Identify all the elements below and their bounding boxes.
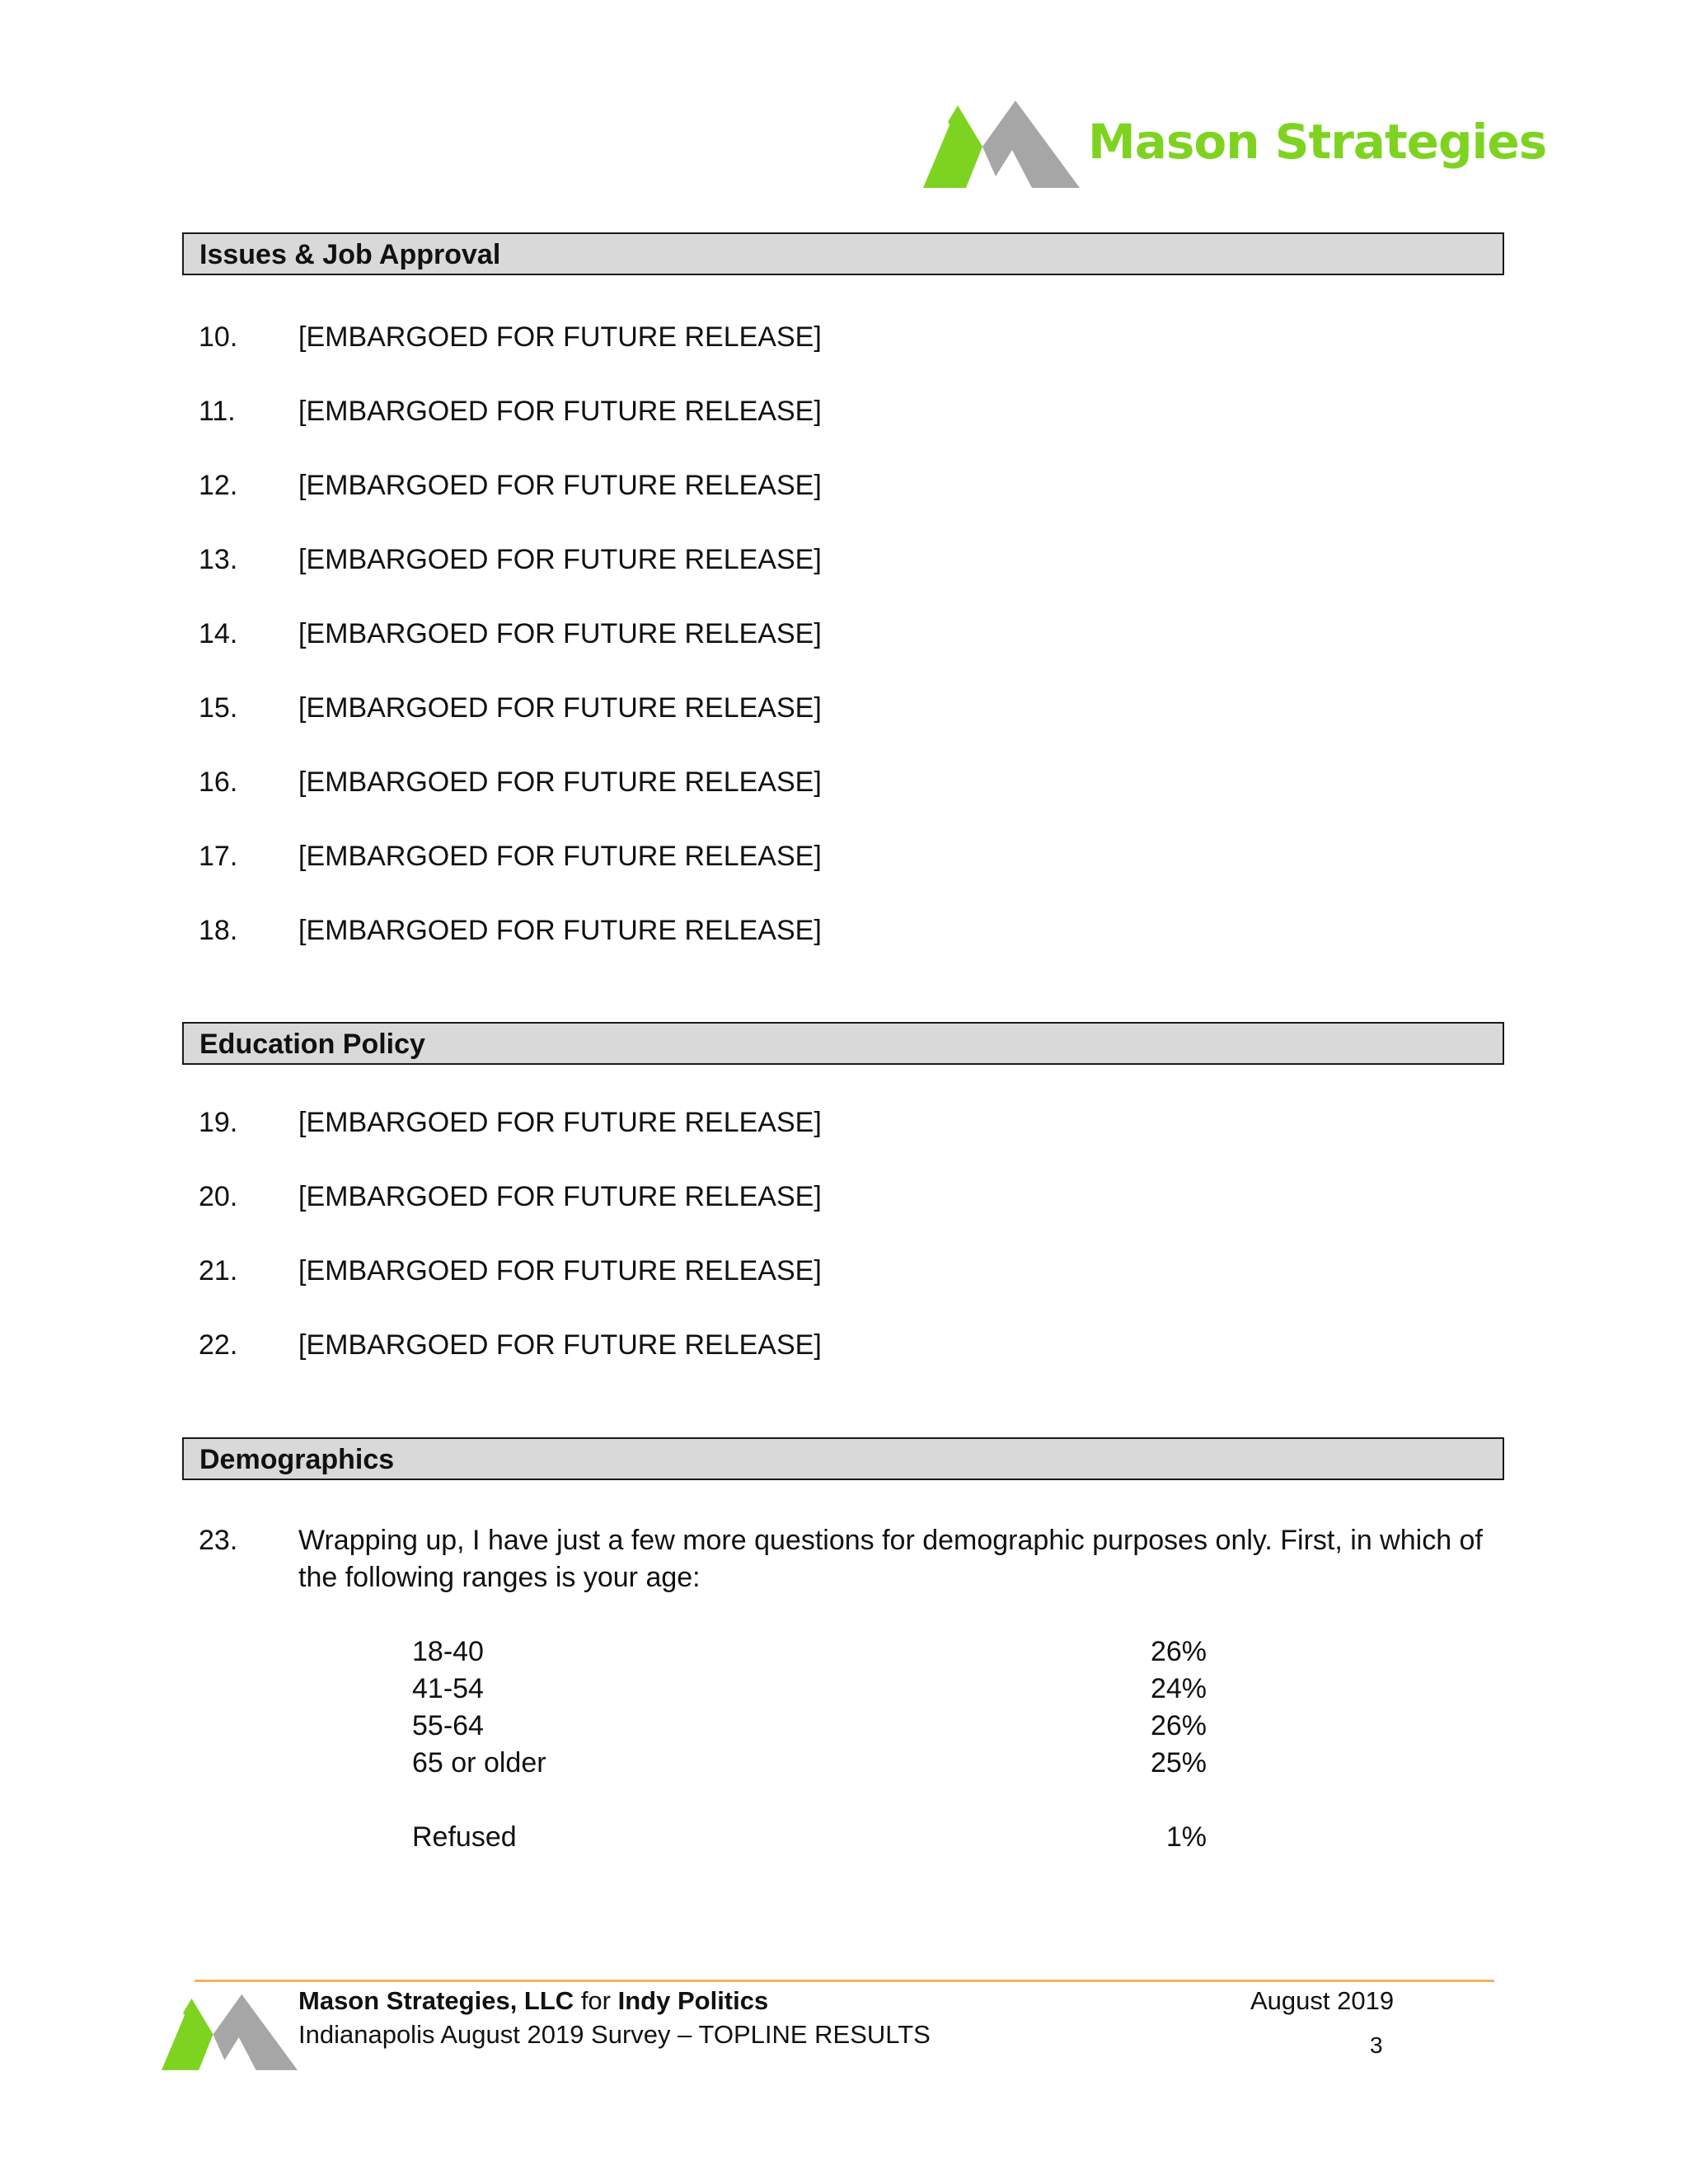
question-text: [EMBARGOED FOR FUTURE RELEASE] [298, 618, 822, 649]
question-number: 23. [199, 1525, 238, 1556]
brand-name: Mason Strategies [1088, 114, 1547, 170]
question-number: 11. [199, 396, 236, 427]
question-number: 19. [199, 1107, 238, 1138]
question-number: 21. [199, 1255, 238, 1286]
question-number: 16. [199, 766, 238, 798]
question-number: 13. [199, 544, 238, 575]
question-text: [EMBARGOED FOR FUTURE RELEASE] [298, 915, 822, 946]
question-number: 12. [199, 470, 238, 501]
answer-label: 41-54 [412, 1673, 484, 1704]
question-text: [EMBARGOED FOR FUTURE RELEASE] [298, 766, 822, 798]
question-text: [EMBARGOED FOR FUTURE RELEASE] [298, 1181, 822, 1212]
answer-label: Refused [412, 1821, 517, 1853]
question-text: [EMBARGOED FOR FUTURE RELEASE] [298, 470, 822, 501]
question-text: [EMBARGOED FOR FUTURE RELEASE] [298, 396, 822, 427]
footer-survey-title: Indianapolis August 2019 Survey – TOPLINE RESULTS [298, 2020, 931, 2049]
question-number: 17. [199, 841, 238, 872]
footer-for: for [580, 1986, 611, 2015]
section-header-education [182, 1022, 1504, 1065]
page-number: 3 [1370, 2032, 1383, 2058]
footer-rule [195, 1980, 1494, 1982]
footer-client: Indy Politics [617, 1986, 769, 2015]
question-text: Wrapping up, I have just a few more questions for demographic purposes only. First, in which of the following ranges is your age: [298, 1525, 1483, 1593]
answer-value: 25% [1150, 1747, 1207, 1779]
question-number: 15. [199, 692, 238, 724]
question-number: 20. [199, 1181, 238, 1212]
answer-value: 1% [1165, 1821, 1207, 1853]
question-text: [EMBARGOED FOR FUTURE RELEASE] [298, 1255, 822, 1286]
answer-value: 26% [1150, 1636, 1207, 1667]
footer-mountain-logo-icon [162, 1990, 298, 2073]
question-number: 22. [199, 1329, 238, 1361]
question-text: [EMBARGOED FOR FUTURE RELEASE] [298, 692, 822, 724]
question-text: [EMBARGOED FOR FUTURE RELEASE] [298, 841, 822, 872]
answer-label: 65 or older [412, 1747, 546, 1779]
header-logo [923, 97, 1547, 196]
section-title: Demographics [199, 1444, 395, 1475]
footer-date: August 2019 [1250, 1986, 1395, 2015]
section-title: Issues & Job Approval [199, 239, 501, 270]
answer-label: 18-40 [412, 1636, 484, 1667]
section-header-issues [182, 232, 1504, 275]
question-number: 18. [199, 915, 238, 946]
question-text: [EMBARGOED FOR FUTURE RELEASE] [298, 1329, 822, 1361]
question-number: 10. [199, 321, 238, 353]
answer-value: 26% [1150, 1710, 1207, 1741]
section-title: Education Policy [199, 1029, 425, 1060]
footer-company: Mason Strategies, LLC [298, 1986, 574, 2015]
answer-value: 24% [1150, 1673, 1207, 1704]
section-header-demographics [182, 1437, 1504, 1480]
mountain-logo-icon [923, 97, 1080, 190]
question-text: [EMBARGOED FOR FUTURE RELEASE] [298, 321, 822, 353]
question-number: 14. [199, 618, 238, 649]
question-text: [EMBARGOED FOR FUTURE RELEASE] [298, 544, 822, 575]
footer-credit [298, 1986, 768, 2016]
question-text: [EMBARGOED FOR FUTURE RELEASE] [298, 1107, 822, 1138]
answer-label: 55-64 [412, 1710, 484, 1741]
